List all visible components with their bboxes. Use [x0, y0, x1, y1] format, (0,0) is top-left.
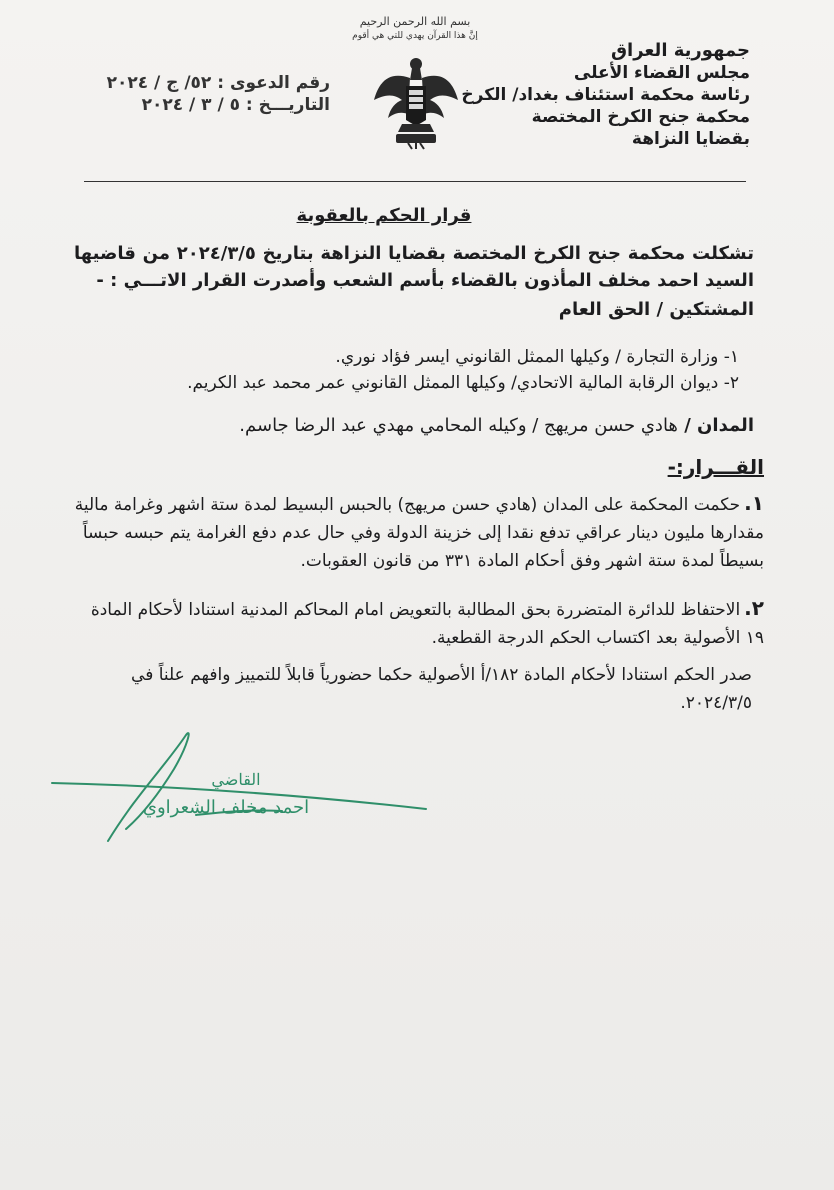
party-item: ٢- ديوان الرقابة المالية الاتحادي/ وكيلها الممثل القانوني عمر محمد عبد الكريم. [187, 373, 739, 393]
case-info [90, 72, 330, 116]
item-text: حكمت المحكمة على المدان (هادي حسن مريهج) بالحبس البسيط لمدة ستة اشهر وغرامة مالية مقدارها مليون دينار عراقي تدفع نقدا إلى خزينة الدولة وفي حال عدم دفع الغرامة يتم حبسه حبساً بسيطاً لمدة ستة اشهر وفق أحكام المادة ٣٣١ من قانون العقوبات. [74, 495, 764, 571]
court-header [420, 40, 750, 150]
country-name: جمهورية العراق [610, 40, 750, 61]
court-specialty: بقضايا النزاهة [631, 129, 750, 149]
iraq-eagle-emblem [372, 50, 460, 150]
plaintiffs-line: المشتكين / الحق العام [558, 299, 754, 320]
closing-paragraph: صدر الحكم استنادا لأحكام المادة ١٨٢/أ الأصولية حكما حضورياً قابلاً للتمييز وافهم علناً في ٢٠٢٤/٣/٥. [131, 665, 752, 713]
signature-name: احمد مخلف الشعراوي [142, 797, 310, 818]
court-name: محكمة جنح الكرخ المختصة [531, 107, 750, 127]
basmala-line: بسم الله الرحمن الرحيم [359, 15, 471, 28]
decision-heading: القـــرار:- [667, 455, 764, 479]
item-number: ٢. [744, 596, 764, 620]
decision-item [74, 594, 764, 652]
verse-line: إنَّ هذا القرآن يهدي للتي هي أقوم [352, 31, 478, 41]
header-divider [84, 181, 746, 182]
signature-title: القاضي [211, 770, 261, 789]
party-item: ١- وزارة التجارة / وكيلها الممثل القانوني ايسر فؤاد نوري. [335, 347, 739, 367]
item-text: الاحتفاظ للدائرة المتضررة بحق المطالبة بالتعويض امام المحاكم المدنية استنادا لأحكام المادة ١٩ الأصولية بعد اكتساب الحكم الدرجة القطعية. [90, 600, 764, 648]
appeal-court-name: رئاسة محكمة استئناف بغداد/ الكرخ [461, 85, 750, 105]
item-number: ١. [744, 491, 764, 515]
council-name: مجلس القضاء الأعلى [573, 63, 750, 83]
document-title: قرار الحكم بالعقوبة [296, 205, 472, 226]
defendant-line [74, 412, 754, 439]
case-number: رقم الدعوى : ٥٢/ ج / ٢٠٢٤ [106, 73, 330, 93]
decision-item [74, 489, 764, 575]
case-date: التاريـــخ : ٥ / ٣ / ٢٠٢٤ [141, 95, 330, 115]
defendant-value: هادي حسن مريهج / وكيله المحامي مهدي عبد الرضا جاسم. [239, 415, 678, 436]
intro-paragraph: تشكلت محكمة جنح الكرخ المختصة بقضايا النزاهة بتاريخ ٢٠٢٤/٣/٥ من قاضيها السيد احمد مخلف المأذون بالقضاء بأسم الشعب وأصدرت القرار الاتـــي : - [74, 243, 755, 291]
judge-signature [46, 725, 446, 865]
defendant-label: المدان / [684, 415, 754, 436]
